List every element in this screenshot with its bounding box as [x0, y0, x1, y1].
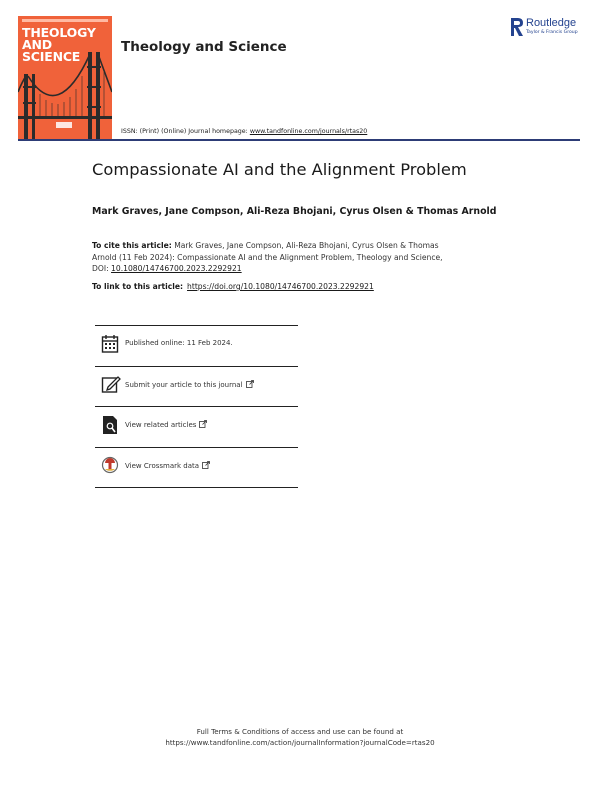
submit-article-item[interactable]: [95, 366, 298, 407]
footer: [0, 726, 600, 748]
footer-terms-text: Full Terms & Conditions of access and use can be found at: [196, 727, 404, 736]
footer-terms-url[interactable]: https://www.tandfonline.com/action/journalInformation?journalCode=rtas20: [165, 738, 435, 747]
article-authors: Mark Graves, Jane Compson, Ali-Reza Bhojani, Cyrus Olsen & Thomas Arnold: [92, 206, 497, 217]
citation-line2: Arnold (11 Feb 2024): Compassionate AI and the Alignment Problem, Theology and Science,: [92, 252, 443, 262]
doi-label: DOI:: [92, 264, 109, 274]
issn-text: ISSN: (Print) (Online) Journal homepage:: [121, 128, 248, 135]
citation-line1: Mark Graves, Jane Compson, Ali-Reza Bhojani, Cyrus Olsen & Thomas: [174, 241, 439, 250]
header-divider: [18, 139, 580, 141]
crossmark-icon: [101, 455, 121, 477]
edit-icon: [101, 374, 121, 396]
crossmark-text: View Crossmark data: [125, 461, 200, 470]
cover-title-line1: THEOLOGY: [22, 25, 96, 40]
external-link-icon: [202, 461, 210, 469]
publisher-logo: [510, 17, 578, 41]
related-articles-text: View related articles: [125, 421, 197, 429]
article-doi-url[interactable]: https://doi.org/10.1080/14746700.2023.2292921: [187, 282, 374, 291]
article-link-line: [92, 282, 374, 291]
published-online-text: Published online: 11 Feb 2024.: [125, 339, 233, 347]
submit-article-text: Submit your article to this journal: [125, 380, 243, 389]
article-info-list: [95, 325, 298, 488]
cover-publisher-logo: [56, 122, 72, 128]
publisher-subtitle: Taylor & Francis Group: [526, 30, 578, 35]
article-title: Compassionate AI and the Alignment Problem: [92, 160, 467, 179]
citation-label: To cite this article:: [92, 241, 172, 250]
published-online-item: [95, 325, 298, 366]
routledge-r-icon: [510, 17, 524, 37]
external-link-icon: [246, 380, 254, 388]
crossmark-item[interactable]: [95, 447, 298, 489]
crossmark-link[interactable]: [125, 461, 210, 470]
journal-homepage-link[interactable]: www.tandfonline.com/journals/rtas20: [249, 128, 368, 135]
doi-link[interactable]: 10.1080/14746700.2023.2292921: [111, 264, 242, 274]
publisher-name: Routledge: [526, 17, 577, 29]
issn-line: [121, 128, 367, 135]
submit-article-link[interactable]: [125, 380, 254, 389]
journal-title: Theology and Science: [121, 39, 287, 55]
citation-block: [92, 240, 512, 275]
calendar-icon: [101, 333, 121, 355]
journal-cover: [18, 16, 112, 140]
external-link-icon: [199, 420, 207, 428]
cover-title-line2: AND SCIENCE: [22, 37, 81, 64]
related-articles-link[interactable]: [125, 420, 207, 429]
related-articles-item[interactable]: [95, 406, 298, 447]
link-label: To link to this article:: [92, 282, 184, 291]
document-search-icon: [101, 414, 121, 436]
